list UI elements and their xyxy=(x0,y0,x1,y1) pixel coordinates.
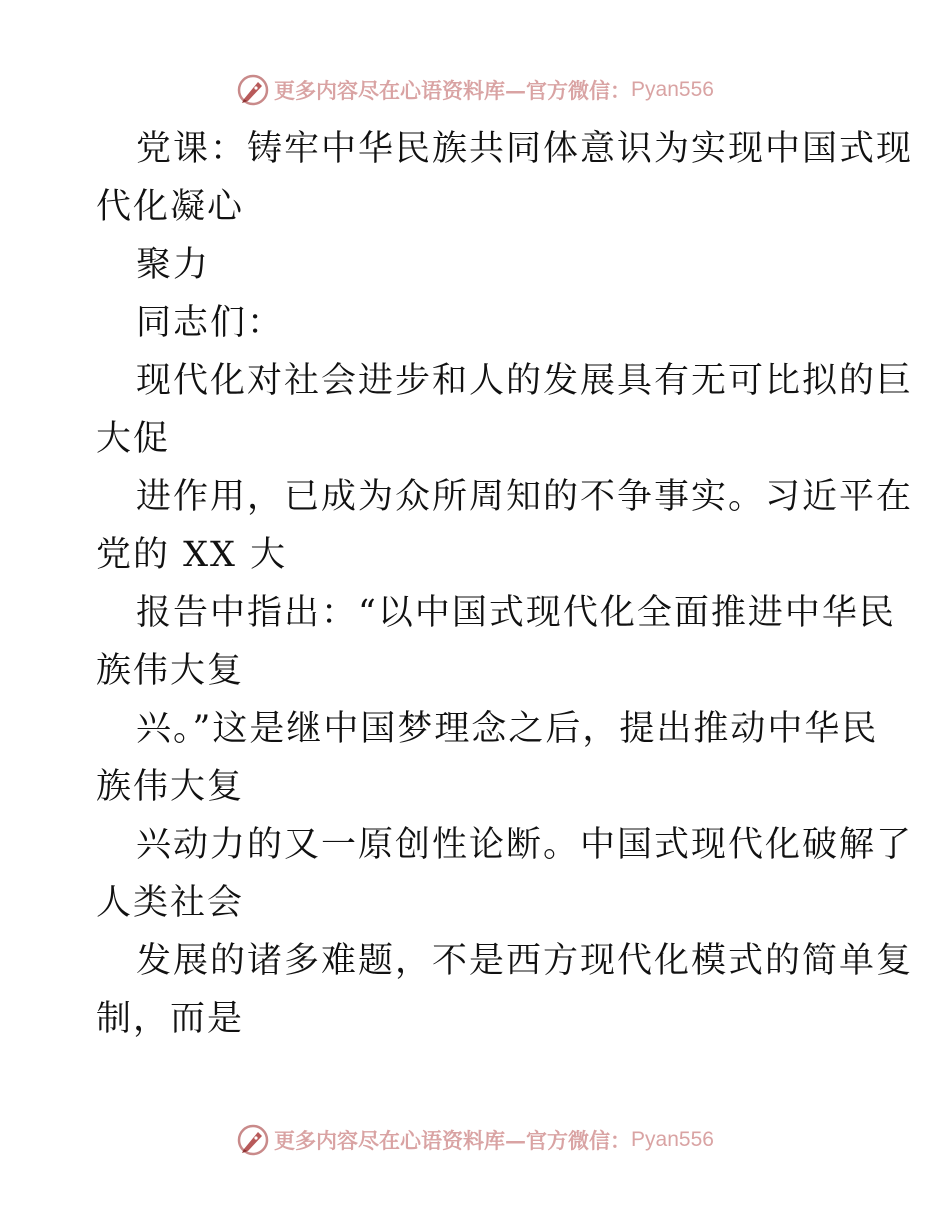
text-line: 进作用，已成为众所周知的不争事实。习近平在 xyxy=(136,477,914,517)
text-line: 兴。”这是继中国梦理念之后，提出推动中华民 xyxy=(136,709,879,749)
watermark-text: 更多内容尽在心语资料库—官方微信： xyxy=(274,1128,632,1153)
document-body xyxy=(96,120,914,1048)
text-line: 发展的诸多难题，不是西方现代化模式的简单复 xyxy=(136,941,914,981)
text-line: 族伟大复 xyxy=(96,767,245,807)
text-line: 大促 xyxy=(96,419,171,459)
footer-watermark xyxy=(0,1120,950,1160)
watermark-text: 更多内容尽在心语资料库—官方微信： xyxy=(274,78,632,103)
text-line: 兴动力的又一原创性论断。中国式现代化破解了 xyxy=(136,825,914,865)
text-line: 代化凝心 xyxy=(96,187,245,227)
text-line: 制，而是 xyxy=(96,999,245,1039)
watermark-wechat-id: Pyan556 xyxy=(631,1128,714,1151)
pen-nib-logo-icon xyxy=(236,1123,270,1157)
pen-nib-logo-icon xyxy=(236,73,270,107)
text-line: 族伟大复 xyxy=(96,651,245,691)
text-line: 人类社会 xyxy=(96,883,245,923)
text-line: 聚力 xyxy=(136,245,211,285)
text-line: 报告中指出：“以中国式现代化全面推进中华民 xyxy=(136,593,896,633)
watermark-wechat-id: Pyan556 xyxy=(631,78,714,101)
text-line: 现代化对社会进步和人的发展具有无可比拟的巨 xyxy=(136,361,914,401)
text-line: 同志们： xyxy=(136,303,285,343)
text-line: 党课：铸牢中华民族共同体意识为实现中国式现 xyxy=(136,129,914,169)
header-watermark xyxy=(0,70,950,110)
text-line: 党的 XX 大 xyxy=(96,535,288,575)
